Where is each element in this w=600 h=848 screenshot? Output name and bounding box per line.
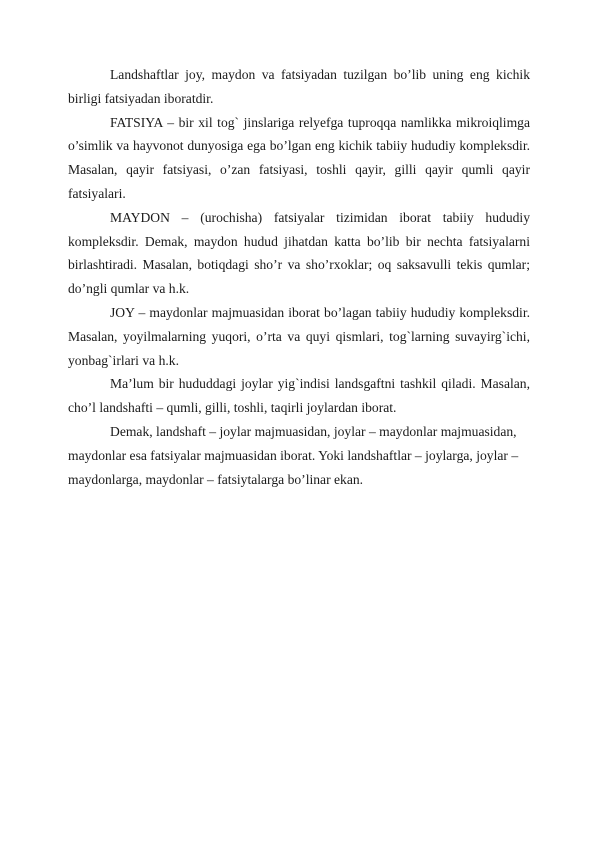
document-body bbox=[68, 63, 530, 491]
paragraph-maydon: MAYDON – (urochisha) fatsiyalar tizimidan iborat tabiiy hududiy kompleksdir. Demak, maydon hudud jihatdan katta bo’lib bir nechta fatsiyalarni birlashtiradi. Masalan, botiqdagi sho’r va sho’rxoklar; oq saksavulli tekis qumlar; do’ngli qumlar va h.k. bbox=[68, 209, 530, 297]
paragraph-fatsiya: FATSIYA – bir xil tog` jinslariga relyefga tuproqqa namlikka mikroiqlimga o’simlik va hayvonot dunyosiga ega bo’lgan eng kichik tabiiy hududiy kompleksdir. Masalan, qayir fatsiyasi, o’zan fatsiyasi, toshli qayir, gilli qayir qumli qayir fatsiyalari. bbox=[68, 114, 530, 201]
paragraph-landscape: Ma’lum bir hududdagi joylar yig`indisi landsgaftni tashkil qiladi. Masalan, cho’l landshafti – qumli, gilli, toshli, taqirli joylardan iborat. bbox=[68, 376, 530, 416]
paragraph-intro: Landshaftlar joy, maydon va fatsiyadan tuzilgan bo’lib uning eng kichik birligi fatsiyadan iboratdir. bbox=[68, 67, 530, 106]
paragraph-joy: JOY – maydonlar majmuasidan iborat bo’lagan tabiiy hududiy kompleksdir. Masalan, yoyilmalarning yuqori, o’rta va quyi qismlari, tog`larning suvayirg`ichi, yonbag`irlari va h.k. bbox=[68, 304, 530, 368]
paragraph-conclusion: Demak, landshaft – joylar majmuasidan, joylar – maydonlar majmuasidan, maydonlar esa fatsiyalar majmuasidan iborat. Yoki landshaftlar – joylarga, joylar – maydonlarga, maydonlar – fatsiytalarga bo’linar ekan. bbox=[68, 423, 519, 487]
